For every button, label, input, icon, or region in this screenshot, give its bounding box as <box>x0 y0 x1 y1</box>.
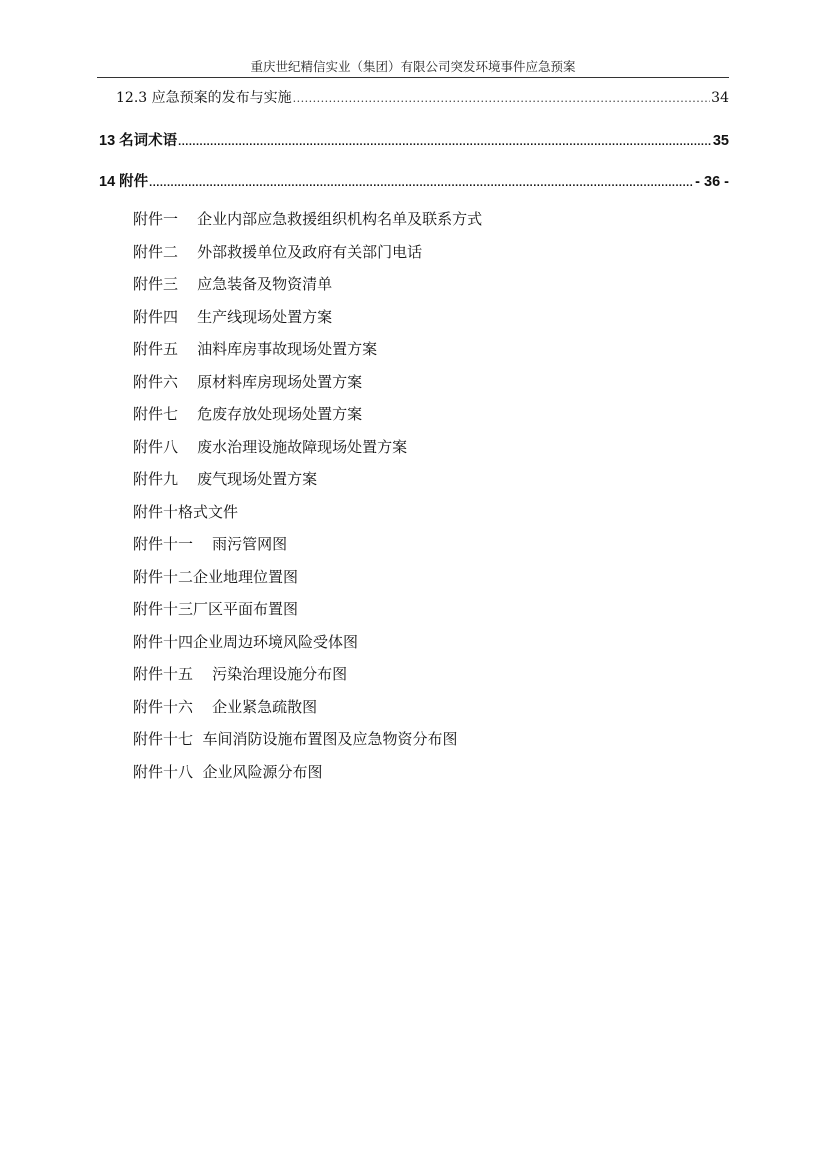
toc-leader-dots <box>149 177 694 189</box>
page-header: 重庆世纪精信实业（集团）有限公司突发环境事件应急预案 <box>250 59 576 74</box>
attachment-item: 附件十六 企业紧急疏散图 <box>133 697 318 716</box>
toc-entry-page: 35 <box>712 133 729 149</box>
header-divider <box>97 77 729 78</box>
toc-entry-label: 13 名词术语 <box>99 133 178 149</box>
attachment-item: 附件八 废水治理设施故障现场处置方案 <box>133 437 408 456</box>
attachment-item: 附件十八 企业风险源分布图 <box>133 762 323 781</box>
attachment-item: 附件十一 雨污管网图 <box>133 535 288 553</box>
toc-entry-label: 12.3 应急预案的发布与实施 <box>116 90 292 106</box>
attachment-item: 附件七 危废存放处现场处置方案 <box>133 405 363 423</box>
attachment-item: 附件十七 车间消防设施布置图及应急物资分布图 <box>133 730 458 748</box>
attachment-list <box>133 208 482 793</box>
toc-entry-14[interactable] <box>99 170 729 191</box>
attachment-item: 附件三 应急装备及物资清单 <box>133 275 333 293</box>
attachment-item: 附件十四企业周边环境风险受体图 <box>133 632 359 651</box>
toc-entry-12-3[interactable] <box>116 87 729 107</box>
toc-leader-dots <box>178 136 712 148</box>
attachment-item: 附件十格式文件 <box>133 502 239 521</box>
toc-entry-13[interactable] <box>99 129 729 150</box>
attachment-item: 附件六 原材料库房现场处置方案 <box>133 372 363 391</box>
attachment-item: 附件四 生产线现场处置方案 <box>133 307 333 326</box>
attachment-item: 附件十三厂区平面布置图 <box>133 600 299 618</box>
toc-entry-page: - 36 - <box>695 174 729 190</box>
attachment-item: 附件十二企业地理位置图 <box>133 567 299 586</box>
attachment-item: 附件二 外部救援单位及政府有关部门电话 <box>133 242 423 261</box>
toc-leader-dots <box>293 92 711 105</box>
toc-entry-label: 14 附件 <box>99 174 149 190</box>
attachment-item: 附件十五 污染治理设施分布图 <box>133 665 348 683</box>
attachment-item: 附件一 企业内部应急救援组织机构名单及联系方式 <box>133 210 483 228</box>
attachment-item: 附件五 油料库房事故现场处置方案 <box>133 340 378 358</box>
toc-entry-page: 34 <box>711 90 729 106</box>
attachment-item: 附件九 废气现场处置方案 <box>133 470 318 488</box>
